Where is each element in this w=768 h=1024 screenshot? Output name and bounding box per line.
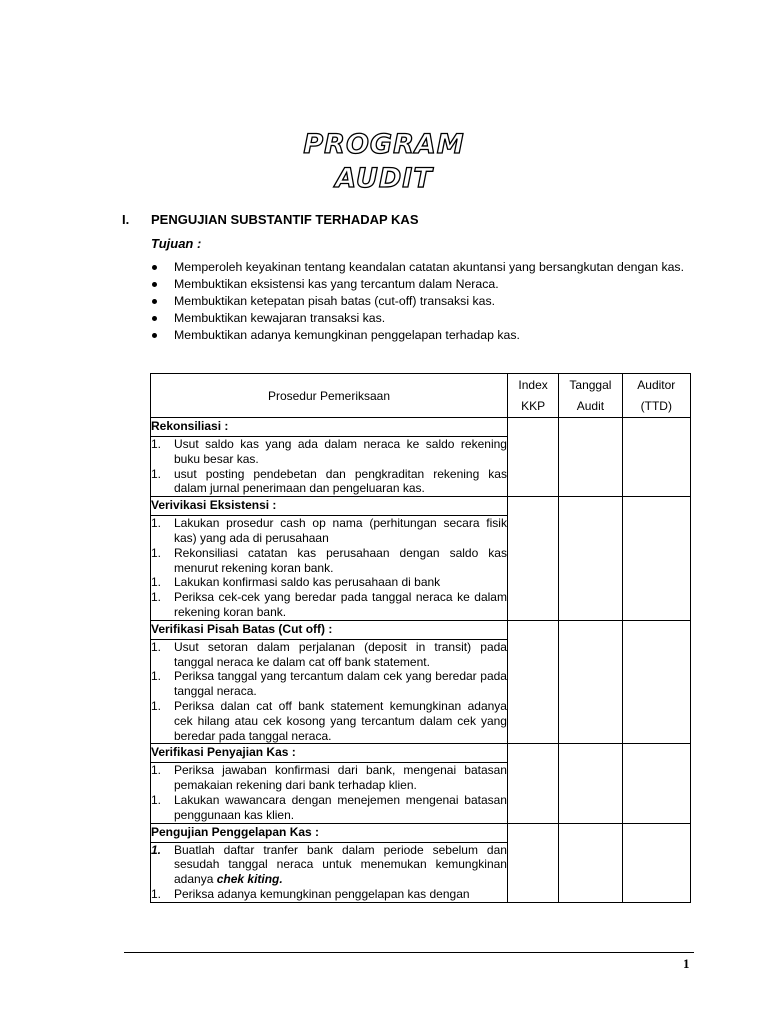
- header-procedure: Prosedur Pemeriksaan: [151, 374, 508, 418]
- procedure-step: [151, 546, 507, 576]
- step-number: 1.: [151, 437, 162, 451]
- title-line-2: AUDIT: [335, 163, 433, 194]
- step-text-body: Periksa adanya kemungkinan penggelapan kas dengan: [174, 886, 470, 901]
- step-text: [174, 843, 507, 887]
- date-cell[interactable]: [559, 823, 622, 902]
- audit-procedure-table: [150, 373, 691, 903]
- date-cell[interactable]: [559, 620, 622, 744]
- step-number: 1.: [151, 792, 162, 807]
- step-text: [174, 669, 507, 699]
- index-cell[interactable]: [507, 418, 558, 497]
- section-heading: [122, 212, 418, 227]
- header-date: [559, 374, 622, 418]
- procedure-step: [151, 793, 507, 823]
- objective-item: Membuktikan adanya kemungkinan penggelapan terhadap kas.: [150, 327, 684, 344]
- procedure-step: [151, 437, 507, 467]
- header-date-line1: Tanggal: [569, 377, 612, 392]
- date-cell[interactable]: [559, 744, 622, 823]
- step-text: [174, 467, 507, 497]
- step-text-body: Buatlah daftar tranfer bank dalam periode sebelum dan sesudah tanggal neraca untuk menemukan kemungkinan adanya: [174, 842, 507, 887]
- step-text: [174, 546, 507, 576]
- table-row: [151, 823, 691, 842]
- procedure-step: [151, 590, 507, 620]
- auditor-cell[interactable]: [622, 744, 690, 823]
- header-auditor-line1: Auditor: [637, 377, 676, 392]
- step-text: [174, 437, 507, 467]
- procedure-step: [151, 887, 507, 902]
- procedure-step: [151, 669, 507, 699]
- step-text-body: Periksa jawaban konfirmasi dari bank, mengenai batasan pemakaian rekening dari bank terhadap klien.: [174, 763, 507, 793]
- step-number: 1.: [151, 545, 162, 560]
- step-text-body: Usut saldo kas yang ada dalam neraca ke saldo rekening buku besar kas.: [174, 437, 507, 466]
- step-text-body: Rekonsiliasi catatan kas perusahaan dengan saldo kas menurut rekening koran bank.: [174, 545, 507, 575]
- title-line-1: PROGRAM: [303, 129, 465, 160]
- header-auditor: [622, 374, 690, 418]
- procedure-step: [151, 575, 507, 590]
- footer-divider: [124, 952, 694, 953]
- step-number: 1.: [151, 763, 162, 778]
- header-index-line1: Index: [518, 377, 548, 392]
- step-number: 1.: [151, 639, 162, 654]
- table-row: [151, 497, 691, 516]
- procedure-steps: [151, 437, 508, 497]
- date-cell[interactable]: [559, 418, 622, 497]
- step-text-body: Periksa dalan cat off bank statement kemungkinan adanya cek hilang atau cek kosong yang tercantum dalam cek yang beredar pada tanggal neraca.: [174, 698, 507, 743]
- table-row: [151, 620, 691, 639]
- header-index-line2: KKP: [521, 398, 546, 413]
- index-cell[interactable]: [507, 744, 558, 823]
- objective-item: Memperoleh keyakinan tentang keandalan catatan akuntansi yang bersangkutan dengan kas.: [150, 259, 684, 276]
- step-text: [174, 699, 507, 743]
- procedure-step: [151, 699, 507, 743]
- step-text-body: usut posting pendebetan dan pengkraditan rekening kas dalam jurnal penerimaan dan pengeluaran kas.: [174, 466, 507, 496]
- index-cell[interactable]: [507, 620, 558, 744]
- header-date-line2: Audit: [576, 398, 605, 413]
- procedure-steps: [151, 763, 508, 823]
- procedure-step: [151, 640, 507, 670]
- step-number: 1.: [151, 669, 162, 684]
- header-index: [507, 374, 558, 418]
- procedure-step: [151, 467, 507, 497]
- procedure-group-title: Verifikasi Penyajian Kas :: [151, 744, 508, 763]
- step-text: [174, 516, 507, 546]
- table-header-row: [151, 374, 691, 418]
- procedure-step: [151, 516, 507, 546]
- auditor-cell[interactable]: [622, 418, 690, 497]
- table-row: [151, 418, 691, 437]
- procedure-step: [151, 763, 507, 793]
- step-text-body: Periksa tanggal yang tercantum dalam cek yang beredar pada tanggal neraca.: [174, 669, 507, 699]
- step-number: 1.: [151, 466, 162, 481]
- objective-item: Membuktikan ketepatan pisah batas (cut-off) transaksi kas.: [150, 293, 684, 310]
- section-number: I.: [122, 212, 130, 227]
- date-cell[interactable]: [559, 497, 622, 621]
- objectives-list: [150, 259, 684, 344]
- step-number: 1.: [151, 575, 162, 590]
- procedure-group-title: Pengujian Penggelapan Kas :: [151, 823, 508, 842]
- step-text: [174, 763, 507, 793]
- step-text-body: Lakukan prosedur cash op nama (perhitungan secara fisik kas) yang ada di perusahaan: [174, 516, 507, 545]
- objective-item: Membuktikan kewajaran transaksi kas.: [150, 310, 684, 327]
- step-text-body: Usut setoran dalam perjalanan (deposit in transit) pada tanggal neraca ke dalam cat off bank statement.: [174, 639, 507, 669]
- step-number: 1.: [151, 516, 162, 531]
- objectives-label: Tujuan :: [151, 236, 202, 251]
- procedure-steps: [151, 516, 508, 621]
- procedure-group-title: Rekonsiliasi :: [151, 418, 508, 437]
- procedure-step: [151, 843, 507, 887]
- section-title: PENGUJIAN SUBSTANTIF TERHADAP KAS: [151, 212, 419, 227]
- step-number: 1.: [151, 842, 162, 857]
- step-text-body: Periksa cek-cek yang beredar pada tanggal neraca ke dalam rekening koran bank.: [174, 590, 507, 619]
- step-text: [174, 590, 507, 620]
- step-text: [174, 793, 507, 823]
- step-text-body: Lakukan konfirmasi saldo kas perusahaan di bank: [174, 575, 441, 590]
- procedure-group-title: Verifikasi Pisah Batas (Cut off) :: [151, 620, 508, 639]
- step-text: [174, 887, 507, 902]
- procedure-steps: [151, 639, 508, 744]
- header-auditor-line2: (TTD): [640, 398, 672, 413]
- index-cell[interactable]: [507, 497, 558, 621]
- table-row: [151, 744, 691, 763]
- step-emphasis: chek kiting.: [216, 872, 283, 887]
- step-text: [174, 640, 507, 670]
- step-number: 1.: [151, 590, 162, 605]
- step-text-body: Lakukan wawancara dengan menejemen mengenai batasan penggunaan kas klien.: [174, 792, 507, 822]
- document-title: [0, 128, 768, 196]
- auditor-cell[interactable]: [622, 823, 690, 902]
- objective-item: Membuktikan eksistensi kas yang tercantum dalam Neraca.: [150, 276, 684, 293]
- page-number: 1: [683, 956, 690, 971]
- procedure-group-title: Verivikasi Eksistensi :: [151, 497, 508, 516]
- step-number: 1.: [151, 698, 162, 713]
- index-cell[interactable]: [507, 823, 558, 902]
- auditor-cell[interactable]: [622, 497, 690, 621]
- step-text: [174, 575, 507, 590]
- procedure-steps: [151, 842, 508, 902]
- auditor-cell[interactable]: [622, 620, 690, 744]
- step-number: 1.: [151, 886, 162, 901]
